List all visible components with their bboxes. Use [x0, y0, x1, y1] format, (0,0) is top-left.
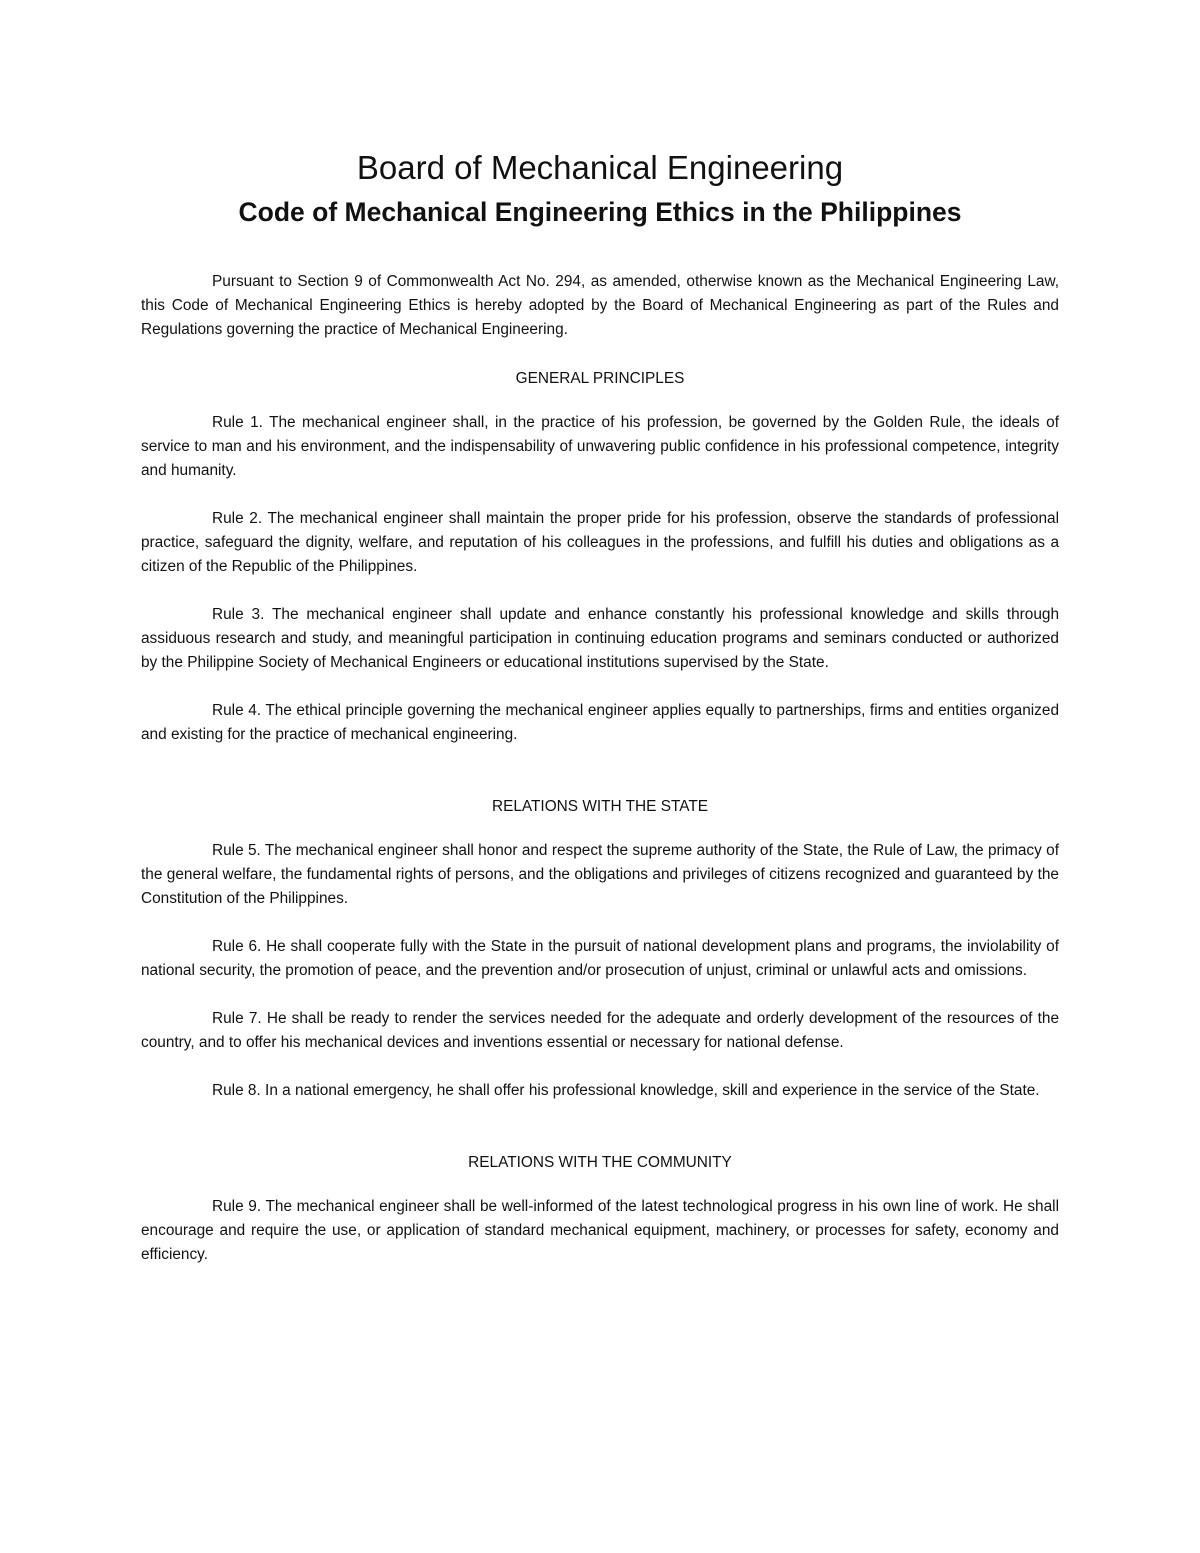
rule-1-paragraph: Rule 1. The mechanical engineer shall, in the practice of his profession, be governed by the Golden Rule, the ideals of service to man and his environment, and the indispensability of unwavering public confidence in his professional competence, integrity and humanity.: [141, 414, 1059, 479]
rule-6-paragraph: Rule 6. He shall cooperate fully with the State in the pursuit of national development plans and programs, the inviolability of national security, the promotion of peace, and the prevention and/or prosecution of unjust, criminal or unlawful acts and omissions.: [141, 938, 1059, 979]
rule-8-paragraph: Rule 8. In a national emergency, he shall offer his professional knowledge, skill and experience in the service of the State.: [212, 1082, 1040, 1099]
document-page: [141, 148, 1059, 1267]
rule-9-paragraph: Rule 9. The mechanical engineer shall be well-informed of the latest technological progress in his own line of work. He shall encourage and require the use, or application of standard mechanical equipment, machinery, or processes for safety, economy and efficiency.: [141, 1198, 1059, 1263]
section-heading-relations-with-the-community: RELATIONS WITH THE COMMUNITY: [468, 1154, 732, 1171]
section-heading-relations-with-the-state: RELATIONS WITH THE STATE: [491, 798, 709, 815]
rule-3-paragraph: Rule 3. The mechanical engineer shall update and enhance constantly his professional knowledge and skills through assiduous research and study, and meaningful participation in continuing education programs and seminars conducted or authorized by the Philippine Society of Mechanical Engineers or educational institutions supervised by the State.: [141, 606, 1059, 671]
section-heading-general-principles: GENERAL PRINCIPLES: [515, 370, 685, 387]
rule-4-paragraph: Rule 4. The ethical principle governing the mechanical engineer applies equally to partnerships, firms and entities organized and existing for the practice of mechanical engineering.: [141, 702, 1059, 743]
rule-5-paragraph: Rule 5. The mechanical engineer shall honor and respect the supreme authority of the State, the Rule of Law, the primacy of the general welfare, the fundamental rights of persons, and the obligations and privileges of citizens recognized and guaranteed by the Constitution of the Philippines.: [141, 842, 1059, 907]
rule-2-paragraph: Rule 2. The mechanical engineer shall maintain the proper pride for his profession, observe the standards of professional practice, safeguard the dignity, welfare, and reputation of his colleagues in the professions, and fulfill his duties and obligations as a citizen of the Republic of the Philippines.: [141, 510, 1059, 575]
document-title: Board of Mechanical Engineering: [356, 149, 844, 186]
document-subtitle: Code of Mechanical Engineering Ethics in the Philippines: [238, 197, 962, 227]
preamble-paragraph: Pursuant to Section 9 of Commonwealth Act No. 294, as amended, otherwise known as the Mechanical Engineering Law, this Code of Mechanical Engineering Ethics is hereby adopted by the Board of Mechanical Engineering as part of the Rules and Regulations governing the practice of Mechanical Engineering.: [141, 273, 1059, 338]
rule-7-paragraph: Rule 7. He shall be ready to render the services needed for the adequate and orderly development of the resources of the country, and to offer his mechanical devices and inventions essential or necessary for national defense.: [141, 1010, 1059, 1051]
